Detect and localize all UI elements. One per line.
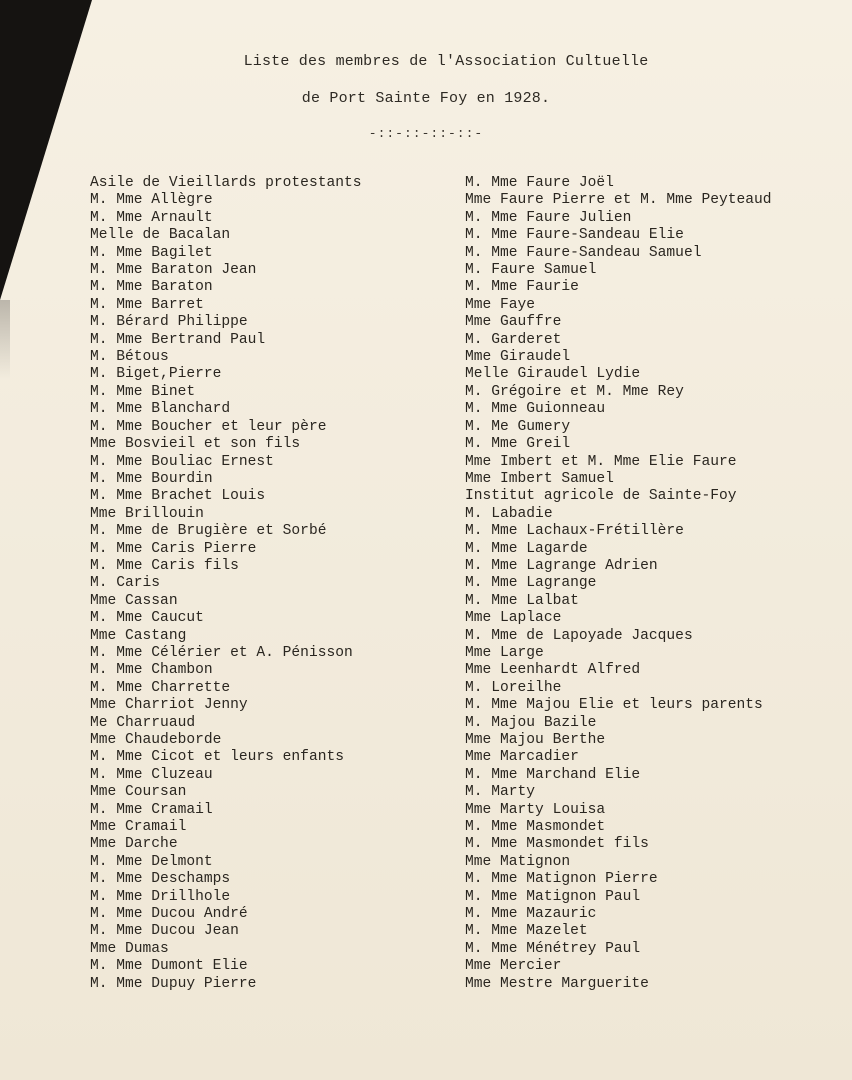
member-entry: M. Mme Faure Joël [465,175,614,191]
member-entry: M. Mme Faurie [465,279,579,296]
member-entry: Mme Imbert Samuel [465,470,614,487]
member-entry: M. Me Gumery [465,418,571,435]
member-entry: M. Mme Ducou Jean [90,923,239,940]
title-separator: -::-::-::-::- [368,126,484,141]
member-entry: M. Mme Bagilet [90,244,213,261]
member-entry: M. Mme Lagarde [465,540,588,557]
member-entry: M. Mme Arnault [90,209,213,226]
member-entry: M. Mme Matignon Pierre [465,871,658,888]
members-list-right [465,175,772,993]
member-entry: Institut agricole de Sainte-Foy [465,488,737,505]
member-entry: Mme Leenhardt Alfred [465,662,641,679]
member-entry: Mme Dumas [90,940,169,957]
member-entry: Mme Gauffre [465,314,562,331]
member-entry: M. Mme Blanchard [90,401,231,418]
member-entry: Mme Chaudeborde [90,732,222,748]
member-entry: M. Mme Caris fils [90,557,239,574]
member-entry: M. Mme Caris Pierre [90,540,257,557]
member-entry: Mme Coursan [90,784,187,801]
member-entry: Mme Majou Berthe [465,732,606,748]
member-entry: M. Mme Majou Elie et leurs parents [465,697,763,714]
member-entry: M. Mme Lagrange Adrien [465,557,658,574]
member-entry: M. Labadie [465,505,553,522]
member-entry: Mme Bosvieil et son fils [90,436,301,453]
member-entry: Mme Laplace [465,610,562,627]
member-entry: M. Mme Matignon Paul [465,888,641,905]
member-entry: Mme Faure Pierre et M. Mme Peyteaud [465,192,772,209]
member-entry: M. Loreilhe [465,679,562,696]
member-entry: M. Mme Ménétrey Paul [465,940,641,957]
member-entry: M. Mme Ducou André [90,906,248,923]
member-entry: M. Caris [90,575,161,592]
document-title: Liste des membres de l'Association Cultuelle [243,53,649,70]
member-entry: M. Grégoire et M. Mme Rey [465,383,684,400]
member-entry: M. Mme Cluzeau [90,766,213,783]
member-entry: Melle Giraudel Lydie [465,366,641,383]
member-entry: Mme Mercier [465,958,562,975]
member-entry: M. Mme Marchand Elie [465,766,641,783]
member-entry: M. Mme Lalbat [465,592,579,609]
members-list-left [90,175,362,993]
member-entry: M. Mme de Lapoyade Jacques [465,627,693,644]
member-entry: M. Mme Caucut [90,610,204,627]
member-entry: M. Mme Greil [465,436,571,453]
member-entry: Mme Cramail [90,819,187,836]
member-entry: M. Mme Delmont [90,853,213,870]
member-entry: M. Biget,Pierre [90,366,222,383]
member-entry: Mme Marty Louisa [465,801,606,818]
member-entry: M. Mme Mazelet [465,923,588,940]
member-entry: M. Mme Bertrand Paul [90,331,266,348]
member-entry: Mme Marcadier [465,749,579,766]
member-entry: M. Mme Guionneau [465,401,606,418]
folded-corner-shadow [0,0,92,300]
member-entry: M. Garderet [465,331,562,348]
member-entry: M. Mme Allègre [90,192,213,209]
member-entry: Mme Large [465,644,544,661]
member-entry: Melle de Bacalan [90,227,231,244]
member-entry: M. Mme Deschamps [90,871,231,888]
member-entry: M. Majou Bazile [465,714,597,731]
member-entry: Me Charruaud [90,714,196,731]
member-entry: M. Mme Dupuy Pierre [90,975,257,992]
member-entry: M. Mme Masmondet [465,819,606,836]
document-subtitle: de Port Sainte Foy en 1928. [301,90,551,107]
member-entry: M. Mme Baraton Jean [90,262,257,279]
member-entry: Mme Charriot Jenny [90,697,248,714]
edge-shadow [0,300,10,380]
member-entry: M. Marty [465,784,536,801]
member-entry: Mme Giraudel [465,349,571,366]
member-entry: M. Mme Masmondet fils [465,836,649,853]
member-entry: Mme Brillouin [90,505,204,522]
member-entry: Mme Mestre Marguerite [465,975,649,992]
member-entry: M. Mme Chambon [90,662,213,679]
member-entry: Mme Imbert et M. Mme Elie Faure [465,453,737,470]
member-entry: M. Mme Célérier et A. Pénisson [90,644,353,661]
member-entry: M. Mme Cramail [90,801,213,818]
member-entry: M. Mme Bourdin [90,470,213,487]
member-entry: Mme Darche [90,836,178,853]
member-entry: M. Bérard Philippe [90,314,248,331]
member-entry: M. Mme Brachet Louis [90,488,266,505]
member-entry: M. Mme Mazauric [465,906,597,923]
member-entry: Mme Cassan [90,592,178,609]
member-entry: M. Mme Charrette [90,679,231,696]
member-entry: M. Mme Lachaux-Frétillère [465,523,684,540]
member-entry: M. Bétous [90,349,169,366]
member-entry: M. Mme Bouliac Ernest [90,453,274,470]
member-entry: M. Mme Dumont Elie [90,958,248,975]
member-entry: Mme Faye [465,296,536,313]
member-entry: M. Faure Samuel [465,262,597,279]
member-entry: M. Mme Faure-Sandeau Samuel [465,244,702,261]
member-entry: Mme Castang [90,627,187,644]
member-entry: M. Mme Binet [90,383,196,400]
member-entry: M. Mme Cicot et leurs enfants [90,749,344,766]
member-entry: M. Mme Boucher et leur père [90,418,327,435]
member-entry: M. Mme Baraton [90,279,213,296]
member-entry: Asile de Vieillards protestants [90,175,362,191]
member-entry: M. Mme Lagrange [465,575,597,592]
member-entry: M. Mme de Brugière et Sorbé [90,523,327,540]
member-entry: M. Mme Faure Julien [465,209,632,226]
member-entry: M. Mme Drillhole [90,888,231,905]
member-entry: M. Mme Barret [90,296,204,313]
member-entry: M. Mme Faure-Sandeau Elie [465,227,684,244]
member-entry: Mme Matignon [465,853,571,870]
